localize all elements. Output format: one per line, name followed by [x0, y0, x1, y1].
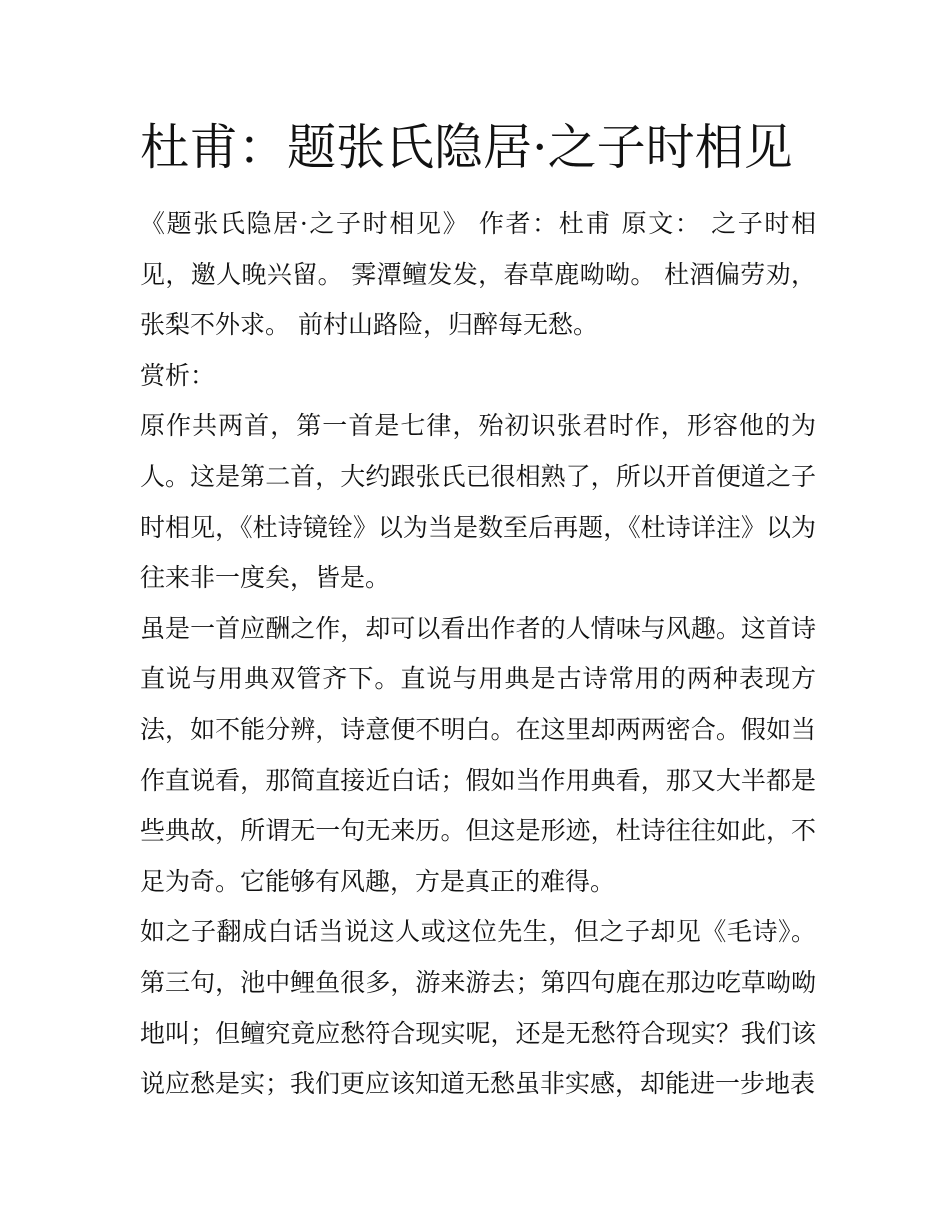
- paragraph-analysis-1: 原作共两首，第一首是七律，殆初识张君时作，形容他的为人。这是第二首，大约跟张氏已很相熟了，所以开首便道之子时相见，《杜诗镜铨》以为当是数至后再题，《杜诗详注》以为往来非一度矣，皆是。: [140, 411, 816, 593]
- paragraph-analysis-3: 如之子翻成白话当说这人或这位先生，但之子却见《毛诗》。第三句，池中鲤鱼很多，游来游去；第四句鹿在那边吃草呦呦地叫；但鳣究竟应愁符合现实呢，还是无愁符合现实？我们该说应愁是实；我们更应该知道无愁虽非实感，却能进一步地表: [140, 917, 816, 1099]
- paragraph-poem-text: 《题张氏隐居·之子时相见》 作者：杜甫 原文： 之子时相见，邀人晚兴留。 霁潭鳣发发，春草鹿呦呦。 杜酒偏劳劝，张梨不外求。 前村山路险，归醉每无愁。: [140, 209, 816, 340]
- article-body: [140, 199, 816, 1110]
- paragraph-appreciation-heading: 赏析：: [140, 360, 216, 390]
- page-title: 杜甫：题张氏隐居·之子时相见: [140, 119, 793, 176]
- paragraph-analysis-2: 虽是一首应酬之作，却可以看出作者的人情味与风趣。这首诗直说与用典双管齐下。直说与用典是古诗常用的两种表现方法，如不能分辨，诗意便不明白。在这里却两两密合。假如当作直说看，那简直接近白话；假如当作用典看，那又大半都是些典故，所谓无一句无来历。但这是形迹，杜诗往往如此，不足为奇。它能够有风趣，方是真正的难得。: [140, 613, 816, 896]
